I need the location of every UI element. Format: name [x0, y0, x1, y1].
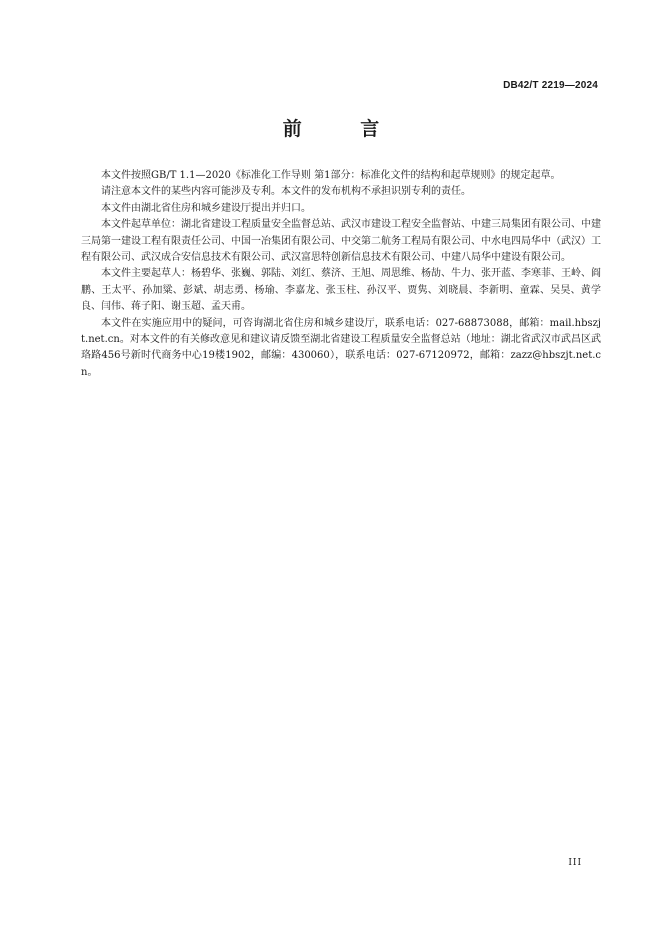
paragraph-patent-notice: 请注意本文件的某些内容可能涉及专利。本文件的发布机构不承担识别专利的责任。 — [101, 186, 471, 198]
page-title: 前 言 — [282, 118, 406, 140]
foreword-body — [81, 168, 601, 381]
paragraph-contact: 本文件在实施应用中的疑问，可咨询湖北省住房和城乡建设厅，联系电话：027-68873088，邮箱：mail.hbszjt.net.cn。对本文件的有关修改意见和建议请反馈至湖北省建设工程质量安全监督总站（地址：湖北省武汉市武昌区武珞路456号新时代商务中心19楼1902，邮编：430060），联系电话：027-67120972，邮箱：zazz@hbszjt.net.cn。 — [81, 317, 601, 378]
paragraph-proposer: 本文件由湖北省住房和城乡建设厅提出并归口。 — [101, 202, 311, 214]
paragraph-drafters: 本文件主要起草人：杨碧华、张巍、郭陆、刘红、蔡济、王旭、周思维、杨劼、牛力、张开蓝、李寒菲、王岭、阎鹏、王太平、孙加粱、彭斌、胡志勇、杨瑜、李嘉龙、张玉柱、孙汉平、贾隽、刘晓晨、李新明、童霖、吴昊、黄学良、闫伟、蒋子阳、谢玉超、孟天甫。 — [81, 268, 601, 313]
paragraph-drafting-rules: 本文件按照GB/T 1.1—2020《标准化工作导则 第1部分：标准化文件的结构和起草规则》的规定起草。 — [101, 170, 561, 181]
document-code: DB42/T 2219—2024 — [503, 80, 598, 91]
page-number: III — [568, 858, 582, 868]
paragraph-drafting-units: 本文件起草单位：湖北省建设工程质量安全监督总站、武汉市建设工程安全监督站、中建三局集团有限公司、中建三局第一建设工程有限责任公司、中国一冶集团有限公司、中交第二航务工程局有限公司、中水电四局华中（武汉）工程有限公司、武汉成合安信息技术有限公司、武汉富思特创新信息技术有限公司、中建八局华中建设有限公司。 — [81, 219, 601, 264]
